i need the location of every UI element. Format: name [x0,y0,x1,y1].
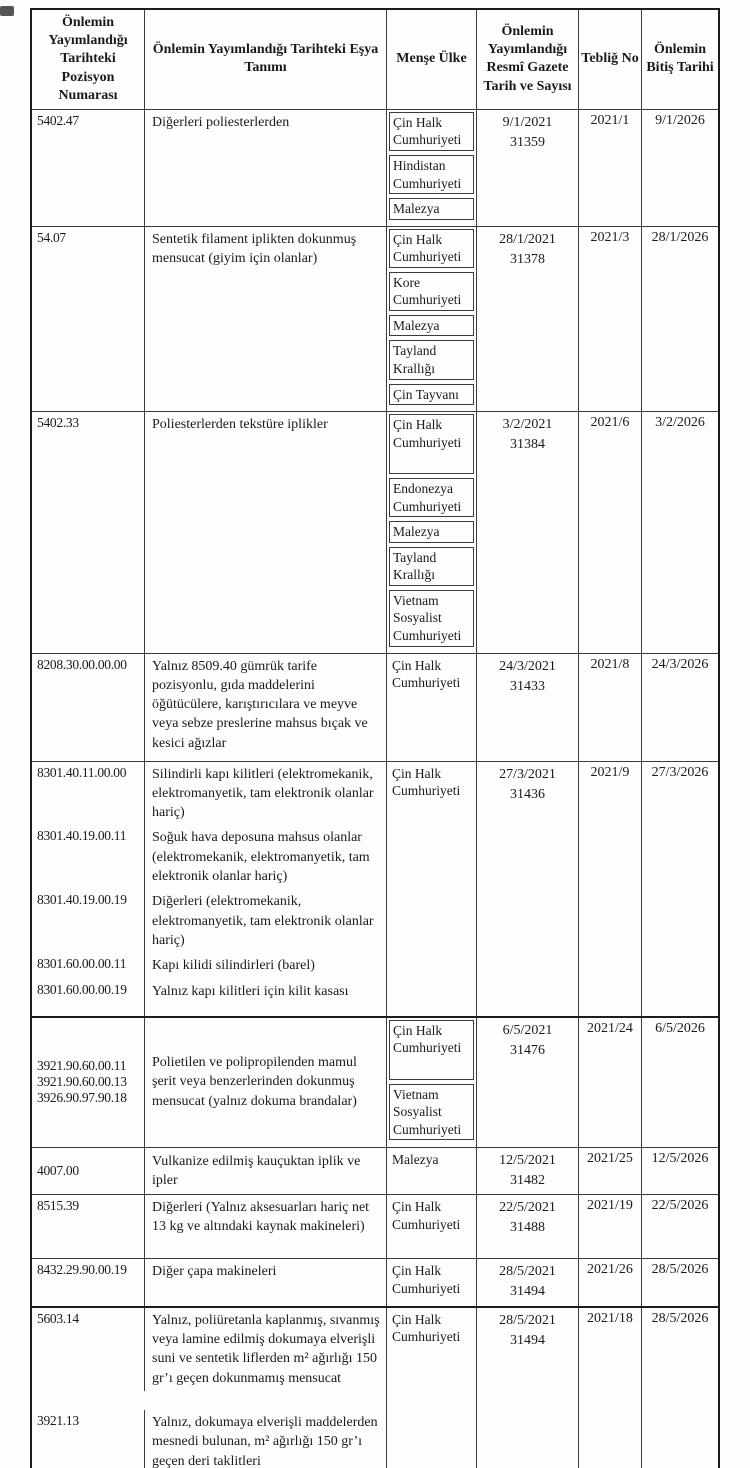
communique-no-cell: 2021/1 [579,110,642,226]
gazette-cell [477,654,579,761]
item-subrow [32,1308,386,1391]
end-date-cell: 6/5/2026 [655,1020,705,1036]
description-cell: Polietilen ve polipropilenden mamul şerit veya benzerlerinden dokunmuş mensucat (yalnız dokuma brandalar) [152,1055,357,1109]
gazette-date: 3/2/2021 [502,417,553,433]
description-cell: Diğerleri (Yalnız aksesuarları hariç net 13 kg ve altındaki kaynak makineleri) [152,1200,370,1235]
end-date-cell: 24/3/2026 [651,656,709,672]
header-communique-no: Tebliğ No [579,10,642,109]
gazette-cell [477,1259,579,1306]
origin-country-cell [387,412,477,652]
table-row [32,653,718,761]
description-cell: Yalnız, dokumaya elverişli maddelerden mesnedi bulunan, m² ağırlığı 150 gr’ı geçen deri taklitleri [152,1414,378,1468]
position-description-group [32,412,387,652]
position-cell [32,1308,145,1391]
gazette-number: 31494 [510,1284,545,1300]
position-number: 3921.13 [37,1412,79,1428]
item-subrow [32,762,386,826]
scan-noise-mark [0,6,14,16]
table-row [32,1016,718,1147]
table-row [32,109,718,226]
description-cell: Silindirli kapı kilitleri (elektromekanik, elektromanyetik, tam elektronik olanlar hariç) [152,766,374,821]
position-cell [32,1410,145,1468]
gazette-date: 27/3/2021 [499,766,556,782]
origin-country-cell [387,1259,477,1306]
gazette-date: 12/5/2021 [499,1152,556,1168]
position-number: 4007.00 [37,1162,79,1178]
origin-country-cell [387,1195,477,1258]
position-cell [32,979,145,1016]
table-header-row [32,10,718,109]
item-subrow [32,110,386,226]
position-number: 3926.90.97.90.18 [37,1090,127,1106]
country-name: Çin Halk Cumhuriyeti [389,414,474,474]
item-subrow [32,953,386,978]
position-cell [32,825,145,889]
position-number: 8301.40.19.00.19 [37,892,127,908]
country-name: Endonezya Cumhuriyeti [389,478,474,517]
country-name: Çin Halk Cumhuriyeti [392,765,461,799]
communique-no-cell: 2021/3 [579,227,642,411]
position-description-group [32,1148,387,1195]
end-date-cell: 28/5/2026 [651,1310,709,1326]
position-description-group [32,762,387,1016]
description-cell: Yalnız 8509.40 gümrük tarife pozisyonlu, gıda maddelerini öğütücülere, karıştırıcılara ve meyve veya sebze preslerine mahsus bıçak ve kesici ağızlar [152,658,368,751]
position-cell [32,654,145,761]
communique-no-cell: 2021/24 [579,1018,642,1147]
description-cell: Kapı kilidi silindirleri (barel) [152,958,315,974]
table-row [32,761,718,1016]
table-row [32,1306,718,1468]
communique-no-cell: 2021/25 [579,1148,642,1195]
header-position-number: Önlemin Yayımlandığı Tarihteki Pozisyon Numarası [32,10,145,109]
gazette-cell [477,227,579,411]
country-name: Malezya [389,198,474,220]
position-description-group [32,654,387,761]
position-number: 3921.90.60.00.13 [37,1074,127,1090]
country-name: Vietnam Sosyalist Cumhuriyeti [389,590,474,647]
position-number: 5402.33 [37,415,79,431]
communique-no-cell: 2021/19 [579,1195,642,1258]
country-name: Çin Halk Cumhuriyeti [389,1020,474,1080]
communique-no-cell: 2021/9 [579,762,642,1016]
description-cell: Vulkanize edilmiş kauçuktan iplik ve ipler [152,1153,361,1188]
country-name: Çin Halk Cumhuriyeti [389,229,474,268]
table-row [32,226,718,411]
gazette-number: 31378 [510,251,545,267]
gazette-cell [477,1308,579,1468]
item-subrow [32,412,386,652]
country-name: Tayland Krallığı [389,340,474,379]
end-date-cell: 12/5/2026 [651,1150,709,1166]
gazette-cell [477,1148,579,1195]
position-description-group [32,1195,387,1258]
item-subrow [32,1259,386,1306]
description-cell: Sentetik filament iplikten dokunmuş mensucat (giyim için olanlar) [152,231,357,266]
gazette-cell [477,1018,579,1147]
country-name: Vietnam Sosyalist Cumhuriyeti [389,1084,474,1141]
position-cell [32,412,145,652]
country-name: Kore Cumhuriyeti [389,272,474,311]
origin-country-cell [387,654,477,761]
gazette-number: 31476 [510,1042,545,1058]
gazette-date: 22/5/2021 [499,1200,556,1216]
gazette-cell [477,412,579,652]
item-subrow [32,1195,386,1258]
end-date-cell: 28/1/2026 [651,229,709,245]
position-cell [32,1259,145,1306]
gazette-number: 31482 [510,1172,545,1188]
table-row [32,1147,718,1195]
origin-country-cell [387,1308,477,1468]
position-number: 8208.30.00.00.00 [37,656,127,672]
gazette-date: 9/1/2021 [502,114,553,130]
gazette-number: 31488 [510,1220,545,1236]
position-description-group [32,110,387,226]
description-cell: Yalnız, poliüretanla kaplanmış, sıvanmış veya lamine edilmiş dokumaya elverişli suni ve sentetik liflerden m² ağırlığı 150 gr’ı geçen dokunmamış mensucat [152,1312,380,1386]
origin-country-cell [387,1018,477,1147]
gazette-cell [477,110,579,226]
header-end-date: Önlemin Bitiş Tarihi [646,42,714,76]
table-row [32,1194,718,1258]
item-subrow [32,889,386,953]
country-name: Çin Halk Cumhuriyeti [392,1199,461,1232]
position-cell [32,762,145,826]
header-goods-description: Önlemin Yayımlandığı Tarihteki Eşya Tanımı [145,10,387,109]
position-description-group [32,1259,387,1306]
item-subrow [32,1018,386,1147]
end-date-cell: 3/2/2026 [655,415,705,431]
country-name: Çin Tayvanı [389,384,474,406]
measures-table [30,8,720,1468]
end-date-cell: 22/5/2026 [651,1198,709,1214]
country-name: Çin Halk Cumhuriyeti [392,1311,461,1345]
item-subrow [32,979,386,1016]
description-cell: Soğuk hava deposuna mahsus olanlar (elektromekanik, elektromanyetik, tam elektronik olanlar hariç) [152,830,370,885]
end-date-cell: 28/5/2026 [651,1262,709,1278]
origin-country-cell [387,1148,477,1195]
gazette-date: 24/3/2021 [499,658,556,674]
country-name: Malezya [389,315,474,337]
gazette-date: 28/5/2021 [499,1264,556,1280]
origin-country-cell [387,227,477,411]
country-name: Çin Halk Cumhuriyeti [392,1263,461,1296]
end-date-cell: 27/3/2026 [651,764,709,780]
gazette-cell [477,1195,579,1258]
position-number: 54.07 [37,229,66,245]
position-cell [32,889,145,953]
origin-country-cell [387,110,477,226]
gazette-date: 6/5/2021 [502,1022,553,1038]
position-cell [32,953,145,978]
position-number: 8432.29.90.00.19 [37,1262,127,1278]
table-row [32,411,718,652]
position-number: 8301.40.19.00.11 [37,828,127,844]
table-row [32,1258,718,1306]
communique-no-cell: 2021/26 [579,1259,642,1306]
description-cell: Diğerleri (elektromekanik, elektromanyetik, tam elektronik olanlar hariç) [152,894,374,949]
position-cell [32,1148,145,1195]
communique-no-cell: 2021/8 [579,654,642,761]
gazette-number: 31494 [510,1333,545,1348]
description-cell: Poliesterlerden tekstüre iplikler [152,417,328,433]
position-number: 8301.40.11.00.00 [37,764,127,780]
position-cell [32,1195,145,1258]
item-subrow [32,1410,386,1468]
position-number: 5402.47 [37,112,79,128]
country-name: Tayland Krallığı [389,547,474,586]
gazette-date: 28/1/2021 [499,231,556,247]
gazette-number: 31384 [510,437,545,453]
position-number: 8301.60.00.00.11 [37,956,127,972]
origin-country-cell [387,762,477,1016]
position-cell [32,227,145,411]
gazette-number: 31359 [510,135,545,151]
gazette-cell [477,762,579,1016]
position-description-group [32,1308,387,1468]
gazette-date: 28/5/2021 [499,1312,556,1328]
item-subrow [32,654,386,761]
communique-no-cell: 2021/6 [579,412,642,652]
position-description-group [32,227,387,411]
position-number: 8301.60.00.00.19 [37,981,127,997]
position-number: 3921.90.60.00.11 [37,1058,127,1074]
end-date-cell: 9/1/2026 [655,112,705,128]
item-subrow [32,1148,386,1195]
country-name: Çin Halk Cumhuriyeti [389,112,474,151]
gazette-number: 31436 [510,786,545,802]
country-name: Çin Halk Cumhuriyeti [392,657,461,691]
gazette-number: 31433 [510,678,545,694]
header-official-gazette: Önlemin Yayımlandığı Resmî Gazete Tarih ve Sayısı [477,10,579,109]
description-cell: Diğerleri poliesterlerden [152,114,290,130]
country-name: Malezya [389,521,474,543]
header-origin-country: Menşe Ülke [387,10,477,109]
communique-no-cell: 2021/18 [579,1308,642,1468]
country-name: Hindistan Cumhuriyeti [389,155,474,194]
item-subrow [32,227,386,411]
position-number: 5603.14 [37,1310,79,1326]
item-subrow [32,825,386,889]
description-cell: Diğer çapa makineleri [152,1264,277,1280]
description-cell: Yalnız kapı kilitleri için kilit kasası [152,983,349,999]
position-cell [32,1018,145,1147]
position-number: 8515.39 [37,1198,79,1214]
country-name: Malezya [392,1151,439,1167]
position-description-group [32,1018,387,1147]
position-cell [32,110,145,226]
